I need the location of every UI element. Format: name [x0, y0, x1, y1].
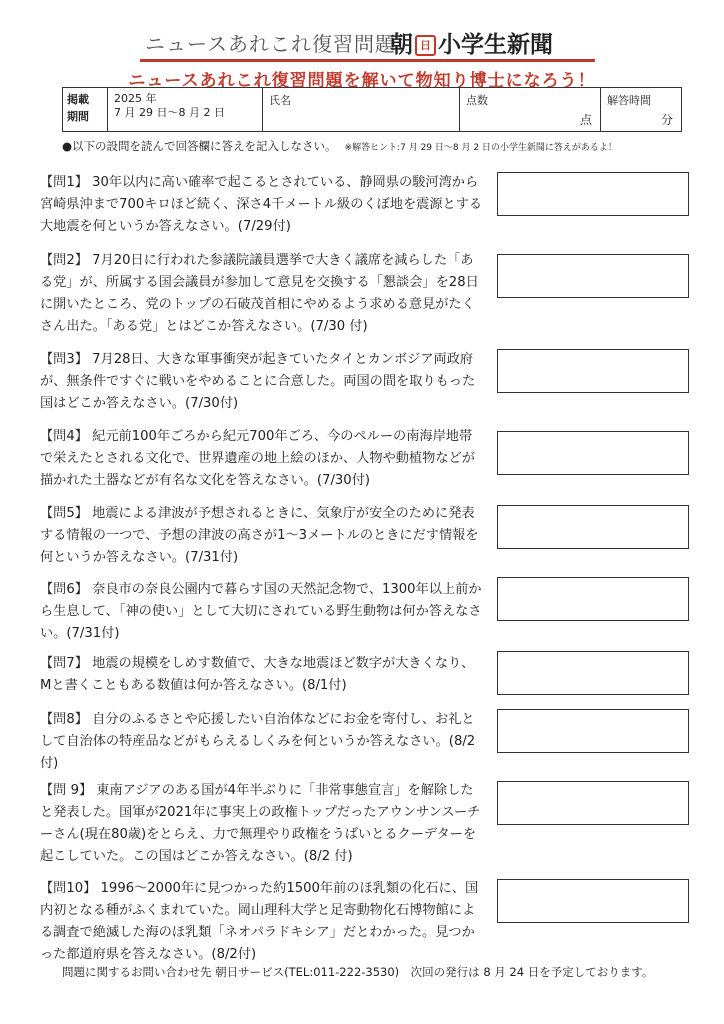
question-1: 【問1】 30年以内に高い確率で起こるとされている、静岡県の駿河湾から宮崎県沖まで700キロほど続く、深さ4千メートル級のくぼ地を震源とする大地震を何というか答えなさい。(7/29付) [40, 175, 483, 234]
question-7: 【問7】 地震の規模をしめす数値で、大きな地震ほど数字が大きくなり、Mと書くこともある数値は何か答えなさい。(8/1付) [40, 656, 475, 693]
question-2: 【問2】 7月20日に行われた参議院議員選挙で大きく議席を減らした「ある党」が、所属する国会議員が参加して意見を交換する「懇談会」を28日に開いたところ、党のトップの石破茂首相にやめるよう求める意見がたくさん出た。「ある党」とはどこか答えなさい。(7/30 付) [40, 253, 479, 334]
score-unit: 点 [579, 113, 592, 127]
series-title: ニュースあれこれ復習問題 [145, 32, 396, 56]
logo-suffix: 小学生新聞 [438, 32, 553, 58]
period-label-line-1: 掲載 [67, 93, 89, 106]
logo-mark: 日 [415, 35, 436, 56]
question-6: 【問6】 奈良市の奈良公園内で暮らす国の天然記念物で、1300年以上前から生息して、「神の使い」として大切にされている野生動物は何か答えなさい。(7/31付) [40, 582, 482, 641]
answer-box-9[interactable] [497, 781, 689, 825]
question-5: 【問5】 地震による津波が予想されるときに、気象庁が安全のために発表する情報の一つで、予想の津波の高さが1～3メートルのときにだす情報を何というか答えなさい。(7/31付) [40, 506, 479, 565]
footer-contact: 問題に関するお問い合わせ先 朝日サービス(TEL:011-222-3530) 次回の発行は 8 月 24 日を予定しております。 [62, 965, 654, 979]
answer-box-8[interactable] [497, 709, 689, 753]
score-field[interactable] [460, 88, 601, 131]
instruction-text: ●以下の設問を読んで回答欄に答えを記入しなさい。 [62, 139, 337, 153]
name-label: 氏名 [269, 94, 291, 107]
answer-box-3[interactable] [497, 349, 689, 393]
instruction-hint: ※解答ヒント:7 月 29 日～8 月 2 日の小学生新聞に答えがあるよ！ [344, 143, 617, 153]
info-table [62, 87, 682, 132]
page-header [0, 22, 724, 62]
answer-box-6[interactable] [497, 577, 689, 621]
period-range: 7 月 29 日～8 月 2 日 [114, 106, 225, 119]
name-field[interactable] [263, 88, 460, 131]
header-rule [140, 59, 595, 62]
time-field[interactable] [601, 88, 681, 131]
answer-box-1[interactable] [497, 172, 689, 216]
score-label: 点数 [466, 94, 488, 107]
period-label [63, 88, 108, 131]
time-unit: 分 [660, 113, 673, 127]
newspaper-logo [390, 26, 553, 59]
question-8: 【問8】 自分のふるさとや応援したい自治体などにお金を寄付し、お礼として自治体の特産品などがもらえるしくみを何というか答えなさい。(8/2付) [40, 712, 476, 771]
question-4: 【問4】 紀元前100年ごろから紀元700年ごろ、今のペルーの南海岸地帯で栄えたとされる文化で、世界遺産の地上絵のほか、人物や動植物などが描かれた土器などが有名な文化を答えなさい。(7/30付) [40, 429, 475, 488]
question-3: 【問3】 7月28日、大きな軍事衝突が起きていたタイとカンボジア両政府が、無条件ですぐに戦いをやめることに合意した。両国の間を取りもった国はどこか答えなさい。(7/30付) [40, 352, 476, 411]
instruction [62, 138, 702, 154]
question-10: 【問10】 1996～2000年に見つかった約1500年前のほ乳類の化石に、国内初となる種がふくまれていた。岡山理科大学と足寄動物化石博物館による調査で絶滅した海のほ乳類「ネオパラドキシア」だとわかった。見つかった都道府県を答えなさい。(8/2付) [40, 881, 479, 962]
period-cell [108, 88, 263, 131]
answer-box-7[interactable] [497, 651, 689, 695]
answer-box-4[interactable] [497, 431, 689, 475]
time-label: 解答時間 [607, 94, 651, 107]
question-9: 【問 9】 東南アジアのある国が4年半ぶりに「非常事態宣言」を解除したと発表した。国軍が2021年に事実上の政権トップだったアウンサンスーチーさん(現在80歳)をとらえ、力で無理やり政権をうばいとるクーデターを起こしていた。この国はどこか答えなさい。(8/2 付) [40, 783, 481, 864]
answer-box-2[interactable] [497, 254, 689, 298]
period-label-line-2: 期間 [67, 110, 89, 123]
logo-prefix: 朝 [390, 32, 413, 58]
answer-box-10[interactable] [497, 879, 689, 923]
page-subtitle: ニュースあれこれ復習問題を解いて物知り博士になろう！ [128, 71, 596, 91]
answer-box-5[interactable] [497, 505, 689, 549]
period-year: 2025 年 [114, 92, 157, 105]
